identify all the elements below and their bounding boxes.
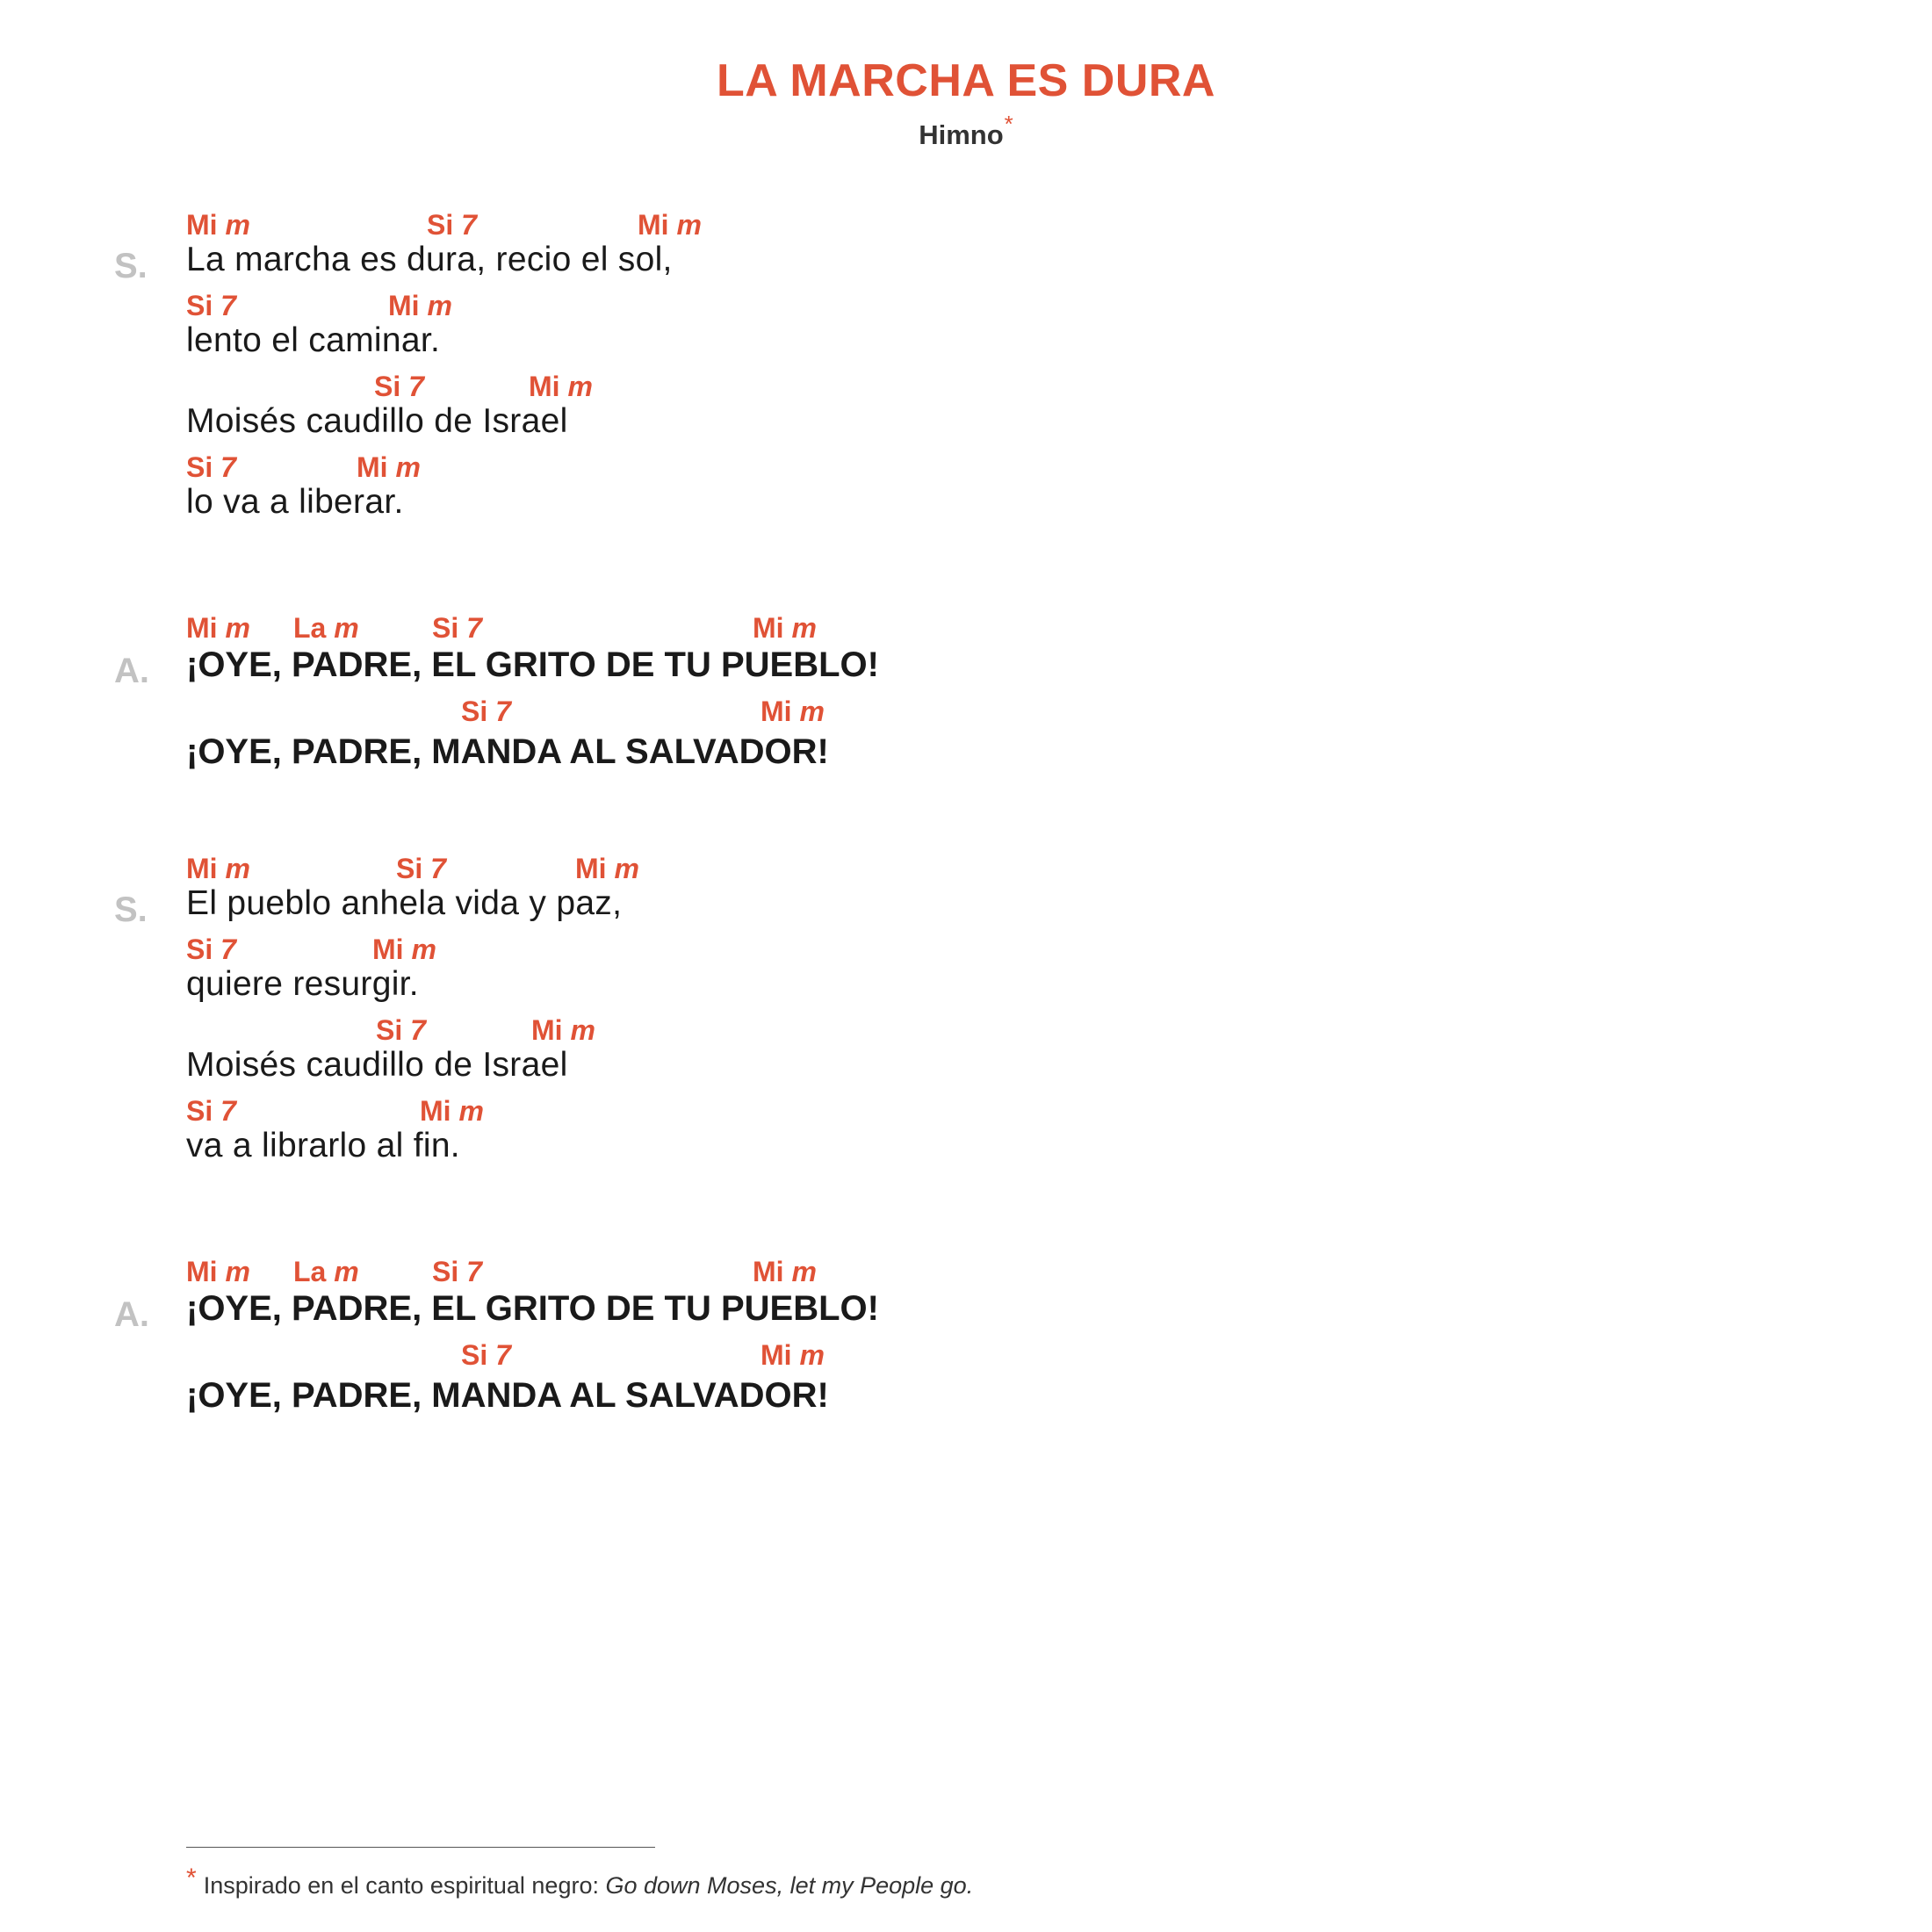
song-subtitle: [0, 111, 1932, 151]
chord: Mi m: [420, 1095, 484, 1127]
chord: Si 7: [186, 290, 236, 321]
chord-lyric-line: [0, 934, 1932, 1014]
chord-row: [186, 209, 1416, 244]
lyric-line: ¡OYE, PADRE, EL GRITO DE TU PUEBLO!: [186, 1289, 879, 1328]
chord-row: [186, 1256, 1416, 1291]
chord-lyric-line: [0, 853, 1932, 934]
lyric-line: ¡OYE, PADRE, EL GRITO DE TU PUEBLO!: [186, 645, 879, 684]
chord-lyric-line: [0, 1014, 1932, 1095]
stanza-verse-1: [0, 209, 1932, 532]
chord: Si 7: [396, 853, 446, 884]
chord: La m: [293, 1256, 359, 1287]
chord-lyric-line: [0, 451, 1932, 532]
chord: Mi m: [761, 696, 825, 727]
chord-row: [186, 290, 1416, 325]
chord-lyric-line: [0, 612, 1932, 696]
chord: Mi m: [531, 1014, 595, 1046]
chord-lyric-line: [0, 1095, 1932, 1176]
song-title: LA MARCHA ES DURA: [717, 55, 1215, 106]
footnote-italic-title: Go down Moses, let my People go.: [605, 1872, 974, 1899]
chord: Si 7: [432, 612, 482, 644]
chord: Mi m: [761, 1339, 825, 1371]
lyric-line: Moisés caudillo de Israel: [186, 1046, 568, 1084]
chord: Si 7: [376, 1014, 426, 1046]
subtitle-text: Himno: [919, 119, 1004, 150]
chord: Si 7: [186, 1095, 236, 1127]
lyric-line: va a librarlo al fin.: [186, 1127, 460, 1164]
chord: Mi m: [186, 612, 250, 644]
chord: Si 7: [374, 371, 424, 402]
chord-lyric-line: [0, 209, 1932, 290]
footnote-divider: [186, 1847, 655, 1848]
chord: Si 7: [186, 934, 236, 965]
stanza-antiphon-2: [0, 1256, 1932, 1423]
chord: Mi m: [186, 853, 250, 884]
chord-lyric-line: [0, 1339, 1932, 1423]
chord: Mi m: [186, 209, 250, 241]
chord-row: [186, 371, 1416, 406]
chord: Si 7: [461, 1339, 511, 1371]
chord: Mi m: [372, 934, 436, 965]
chord: Si 7: [186, 451, 236, 483]
footnote-marker: *: [1004, 111, 1013, 137]
chord-row: [186, 1095, 1416, 1130]
footnote-text: Inspirado en el canto espiritual negro:: [203, 1872, 606, 1899]
chord: Si 7: [427, 209, 477, 241]
chord: Mi m: [575, 853, 639, 884]
chord: Mi m: [186, 1256, 250, 1287]
stanza-antiphon-1: [0, 612, 1932, 779]
chord-lyric-line: [0, 1256, 1932, 1339]
chord: Si 7: [432, 1256, 482, 1287]
chord-lyric-line: [0, 371, 1932, 451]
lyric-line: lento el caminar.: [186, 321, 441, 359]
chord: Mi m: [357, 451, 421, 483]
lyric-line: ¡OYE, PADRE, MANDA AL SALVADOR!: [186, 1376, 829, 1415]
footnote-marker: *: [186, 1864, 197, 1892]
chord: La m: [293, 612, 359, 644]
chord-row: [186, 934, 1416, 969]
chord: Mi m: [753, 1256, 817, 1287]
stanza-label: A.: [114, 652, 149, 690]
lyric-line: lo va a liberar.: [186, 483, 404, 521]
chord-row: [186, 612, 1416, 647]
footnote: [186, 1864, 973, 1900]
lyric-line: Moisés caudillo de Israel: [186, 402, 568, 440]
chord-row: [186, 1339, 1416, 1374]
chord-row: [186, 853, 1416, 888]
chord: Si 7: [461, 696, 511, 727]
lyric-line: ¡OYE, PADRE, MANDA AL SALVADOR!: [186, 732, 829, 771]
stanza-verse-2: [0, 853, 1932, 1176]
lyric-line: El pueblo anhela vida y paz,: [186, 884, 623, 922]
stanza-label: A.: [114, 1295, 149, 1334]
stanza-label: S.: [114, 247, 148, 285]
chord: Mi m: [529, 371, 593, 402]
chord-row: [186, 451, 1416, 487]
lyric-line: quiere resurgir.: [186, 965, 419, 1003]
chord: Mi m: [388, 290, 452, 321]
chord-lyric-line: [0, 696, 1932, 779]
chord: Mi m: [753, 612, 817, 644]
chord-lyric-line: [0, 290, 1932, 371]
lyric-line: La marcha es dura, recio el sol,: [186, 241, 673, 278]
chord-row: [186, 696, 1416, 731]
chord: Mi m: [638, 209, 702, 241]
chord-row: [186, 1014, 1416, 1049]
stanza-label: S.: [114, 890, 148, 929]
